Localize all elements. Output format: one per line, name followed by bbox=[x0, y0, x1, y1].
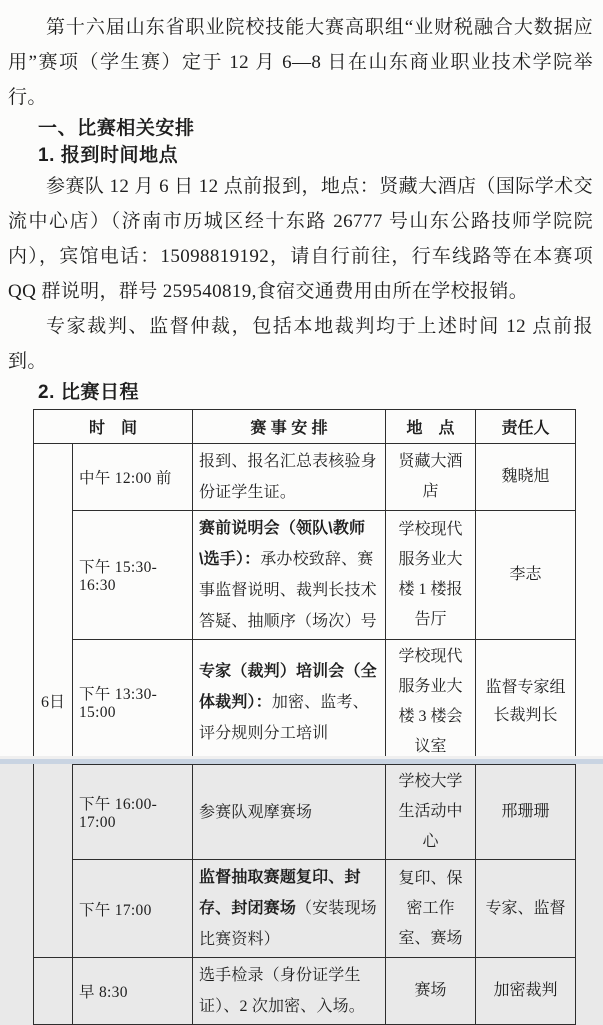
table-row bbox=[34, 958, 576, 1025]
intro-paragraph: 第十六届山东省职业院校技能大赛高职组“业财税融合大数据应用”赛项（学生赛）定于 12 月 6—8 日在山东商业职业技术学院举行。 bbox=[8, 17, 593, 108]
time-cell: 中午 12:00 前 bbox=[73, 444, 193, 511]
table-row bbox=[34, 860, 576, 958]
judges-paragraph: 专家裁判、监督仲裁，包括本地裁判均于上述时间 12 点前报到。 bbox=[8, 316, 593, 372]
event-text: 报到、报名汇总表核验身份证学生证。 bbox=[199, 453, 377, 501]
event-cell bbox=[193, 958, 386, 1025]
header-location: 地 点 bbox=[386, 410, 476, 444]
table-row bbox=[34, 444, 576, 511]
event-cell bbox=[193, 765, 386, 860]
event-bold-text: 赛前说明会（领队\教师\选手）： bbox=[199, 520, 366, 568]
header-person: 责任人 bbox=[476, 410, 576, 444]
section1-heading: 一、比赛相关安排 bbox=[38, 118, 195, 139]
table-row bbox=[34, 765, 576, 860]
event-text: 加密、监考、评分规则分工培训 bbox=[199, 693, 369, 742]
location-cell: 学校现代服务业大楼 1 楼报告厅 bbox=[386, 511, 476, 640]
person-cell: 加密裁判 bbox=[476, 958, 576, 1025]
event-cell bbox=[193, 444, 386, 511]
location-cell: 学校大学生活动中心 bbox=[386, 765, 476, 860]
person-cell: 邢珊珊 bbox=[476, 765, 576, 860]
day-cell-next bbox=[34, 958, 73, 1025]
event-text: 参赛队观摩赛场 bbox=[199, 803, 313, 821]
location-cell: 复印、保密工作室、赛场 bbox=[386, 860, 476, 958]
section1-sub2-heading: 2. 比赛日程 bbox=[38, 382, 140, 403]
event-cell bbox=[193, 860, 386, 958]
section1-sub1-heading: 1. 报到时间地点 bbox=[38, 145, 179, 166]
location-cell: 赛场 bbox=[386, 958, 476, 1025]
day-cell-6: 6日 bbox=[34, 444, 73, 958]
location-cell: 贤藏大酒店 bbox=[386, 444, 476, 511]
person-cell: 李志 bbox=[476, 511, 576, 640]
time-cell: 下午 17:00 bbox=[73, 860, 193, 958]
schedule-table bbox=[33, 409, 576, 1025]
time-cell: 早 8:30 bbox=[73, 958, 193, 1025]
event-text: 承办校致辞、赛事监督说明、裁判长技术答疑、抽顺序（场次）号 bbox=[199, 551, 377, 630]
event-text: （安装现场比赛资料） bbox=[199, 900, 377, 948]
event-bold-text: 专家（裁判）培训会（全体裁判）： bbox=[199, 662, 377, 711]
header-event: 赛 事 安 排 bbox=[193, 410, 386, 444]
schedule-header-row bbox=[34, 410, 576, 444]
person-cell: 魏晓旭 bbox=[476, 444, 576, 511]
event-bold-text: 监督抽取赛题复印、封存、封闭赛场 bbox=[199, 869, 361, 917]
event-cell bbox=[193, 640, 386, 765]
time-cell: 下午 15:30-16:30 bbox=[73, 511, 193, 640]
table-row bbox=[34, 511, 576, 640]
table-row bbox=[34, 640, 576, 765]
person-cell: 专家、监督 bbox=[476, 860, 576, 958]
event-cell bbox=[193, 511, 386, 640]
time-cell: 下午 13:30-15:00 bbox=[73, 640, 193, 765]
scan-edge-strip bbox=[0, 759, 603, 764]
event-text: 选手检录（身份证学生证）、2 次加密、入场。 bbox=[199, 967, 365, 1015]
time-cell: 下午 16:00-17:00 bbox=[73, 765, 193, 860]
person-cell: 监督专家组长裁判长 bbox=[476, 640, 576, 765]
location-cell: 学校现代服务业大楼 3 楼会议室 bbox=[386, 640, 476, 765]
registration-paragraph: 参赛队 12 月 6 日 12 点前报到，地点：贤藏大酒店（国际学术交流中心店）（济南市历城区经十东路 26777 号山东公路技师学院院内），宾馆电话：15098819192，请自行前往，行车线路等在本赛项 QQ 群说明，群号 259540819,食宿交通费用由所在学校报销。 bbox=[8, 176, 593, 302]
header-time: 时 间 bbox=[34, 410, 193, 444]
